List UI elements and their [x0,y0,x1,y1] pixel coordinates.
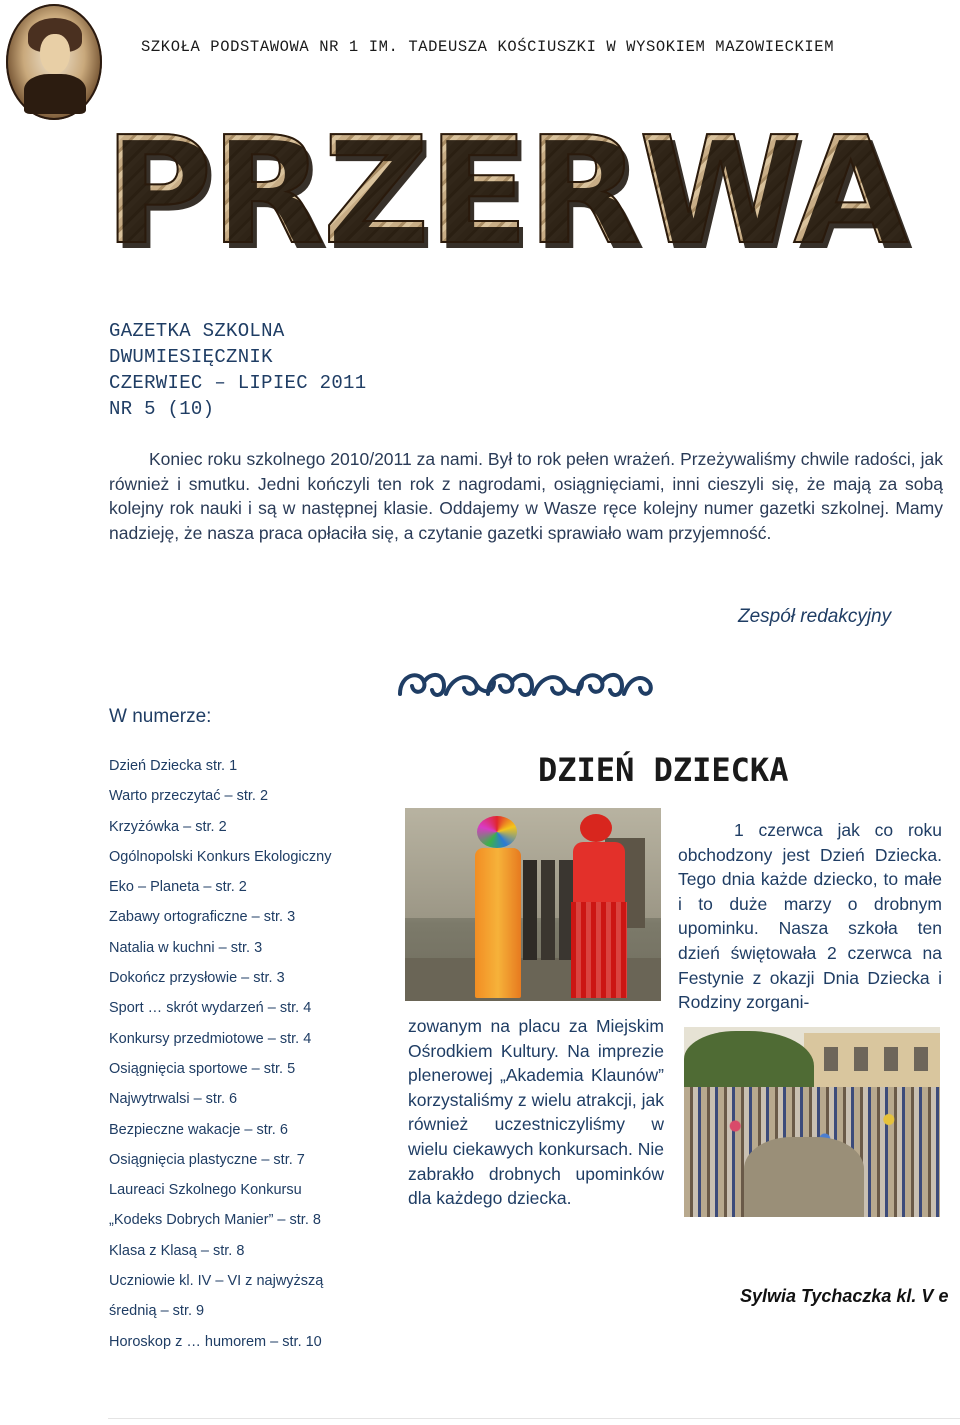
toc-item: Konkursy przedmiotowe – str. 4 [109,1030,312,1047]
toc-item: Bezpieczne wakacje – str. 6 [109,1121,288,1138]
article-column-left: zowanym na placu za Miejskim Ośrodkiem Kultury. Na imprezie plenerowej „Akademia Klaunów” korzystaliśmy z wielu atrakcji, jak również uczestniczyliśmy w wielu ciekawych konkursach. Nie zabrakło drobnych upominków dla każdego dziecka. [408,1016,664,1209]
school-name: SZKOŁA PODSTAWOWA NR 1 IM. TADEUSZA KOŚCIUSZKI W WYSOKIEM MAZOWIECKIEM [141,38,835,56]
toc-item: Osiągnięcia plastyczne – str. 7 [109,1151,305,1168]
article-author: Sylwia Tychaczka kl. V e [740,1286,949,1306]
decorative-ornament-icon [394,664,659,704]
toc-item: Osiągnięcia sportowe – str. 5 [109,1060,296,1077]
portrait-face [40,34,70,74]
toc-item: Dzień Dziecka str. 1 [109,758,238,774]
toc-item: „Kodeks Dobrych Manier” – str. 8 [109,1212,321,1229]
toc-item: Uczniowie kl. IV – VI z najwyższą [109,1273,324,1290]
table-of-contents [109,754,331,1360]
toc-item: Sport … skrót wydarzeń – str. 4 [109,1000,312,1017]
toc-item: Krzyżówka – str. 2 [109,818,227,835]
portrait-logo [6,4,102,120]
footer-divider [108,1418,960,1419]
toc-heading: W numerze: [109,706,212,727]
portrait-coat [24,74,86,114]
toc-item: Warto przeczytać – str. 2 [109,788,269,805]
clowns-photo [405,808,661,1001]
masthead-line-issue: NR 5 (10) [109,398,215,420]
toc-item: Eko – Planeta – str. 2 [109,879,247,896]
editorial-signature: Zespół redakcyjny [738,606,892,627]
masthead-line-gazetka: GAZETKA SZKOLNA [109,320,285,342]
toc-item: Zabawy ortograficzne – str. 3 [109,909,296,926]
toc-item: średnią – str. 9 [109,1303,205,1320]
article-column-right: 1 czerwca jak co roku obchodzony jest Dzień Dziecka. Tego dnia każde dziecko, to małe i to duże marzy o drobnym upominku. Nasza szkoła ten dzień świętowała 2 czerwca na Festynie z okazji Dnia Dziecka i Rodziny zorgani- [678,820,942,1013]
toc-item: Ogólnopolski Konkurs Ekologiczny [109,848,332,865]
crowd-photo [684,1027,940,1217]
toc-item: Laureaci Szkolnego Konkursu [109,1182,302,1199]
toc-item: Klasa z Klasą – str. 8 [109,1242,245,1259]
toc-item: Najwytrwalsi – str. 6 [109,1091,238,1108]
masthead-line-date: CZERWIEC – LIPIEC 2011 [109,372,367,394]
newspaper-title: PRZERWA [104,116,960,266]
toc-item: Dokończ przysłowie – str. 3 [109,970,285,987]
intro-paragraph: Koniec roku szkolnego 2010/2011 za nami. Był to rok pełen wrażeń. Przeżywaliśmy chwile radości, jak również i smutku. Jedni kończyli ten rok z nagrodami, osiągnięciami, inni cieszyli się, że mają za sobą kolejny rok nauki i są w następnej klasie. Oddajemy w Wasze ręce kolejny numer gazetki szkolnej. Mamy nadzieję, że nasza praca opłaciła się, a czytanie gazetki sprawiało wam przyjemność. [109,449,943,543]
toc-item: Natalia w kuchni – str. 3 [109,939,263,956]
article-title: DZIEŃ DZIECKA [538,751,789,789]
masthead-line-frequency: DWUMIESIĘCZNIK [109,346,273,368]
toc-item: Horoskop z … humorem – str. 10 [109,1333,322,1350]
